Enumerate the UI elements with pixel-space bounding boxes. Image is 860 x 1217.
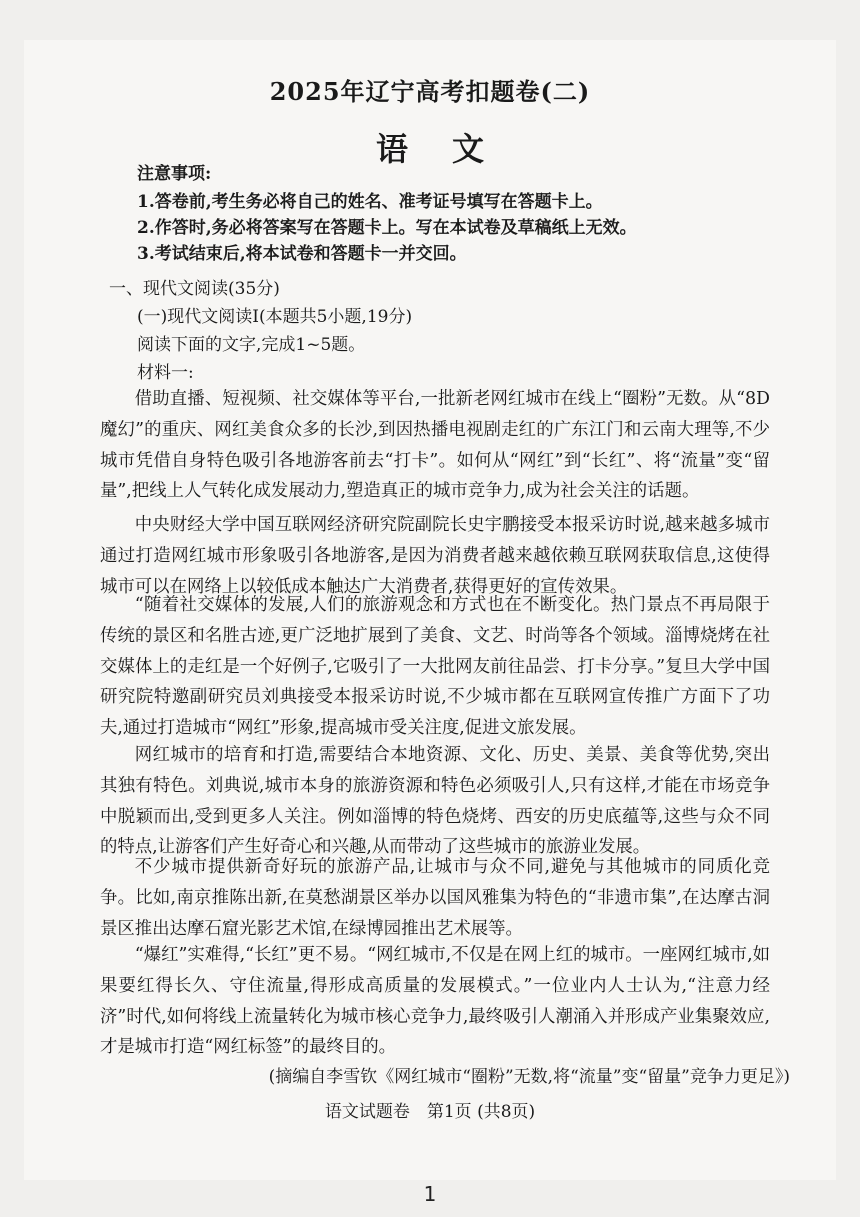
paragraph-1: 借助直播、短视频、社交媒体等平台,一批新老网红城市在线上“圈粉”无数。从“8D魔幻”的重庆、网红美食众多的长沙,到因热播电视剧走红的广东江门和云南大理等,不少城市凭借自身特色吸引各地游客前去“打卡”。如何从“网红”到“长红”、将“流量”变“留量”,把线上人气转化成发展动力,塑造真正的城市竞争力,成为社会关注的话题。: [100, 389, 770, 502]
notice-item-2: 2.作答时,务必将答案写在答题卡上。写在本试卷及草稿纸上无效。: [137, 218, 637, 238]
paragraph-2: 中央财经大学中国互联网经济研究院副院长史宇鹏接受本报采访时说,越来越多城市通过打造网红城市形象吸引各地游客,是因为消费者越来越依赖互联网获取信息,这使得城市可以在网络上以较低成本触达广大消费者,获得更好的宣传效果。: [100, 515, 770, 597]
notice-item-3: 3.考试结束后,将本试卷和答题卡一并交回。: [137, 244, 467, 264]
notice-item-1: 1.答卷前,考生务必将自己的姓名、准考证号填写在答题卡上。: [137, 192, 603, 212]
material-label: 材料一:: [137, 363, 194, 383]
subject-title: 语文: [375, 130, 528, 168]
source-citation: (摘编自李雪钦《网红城市“圈粉”无数,将“流量”变“留量”竞争力更足》): [268, 1067, 790, 1087]
sub-section-heading: (一)现代文阅读Ⅰ(本题共5小题,19分): [137, 307, 413, 327]
page-footer: 语文试题卷 第1页 (共8页): [324, 1102, 536, 1122]
notice-heading: 注意事项:: [137, 164, 212, 184]
exam-title: 2025年辽宁高考扣题卷(二): [269, 77, 591, 106]
section-heading: 一、现代文阅读(35分): [109, 279, 280, 299]
paragraph-5: 不少城市提供新奇好玩的旅游产品,让城市与众不同,避免与其他城市的同质化竞争。比如,南京推陈出新,在莫愁湖景区举办以国风雅集为特色的“非遗市集”,在达摩古洞景区推出达摩石窟光影艺术馆,在绿博园推出艺术展等。: [100, 857, 770, 939]
page-number: 1: [423, 1182, 437, 1206]
paragraph-4: 网红城市的培育和打造,需要结合本地资源、文化、历史、美景、美食等优势,突出其独有特色。刘典说,城市本身的旅游资源和特色必须吸引人,只有这样,才能在市场竞争中脱颖而出,受到更多人关注。例如淄博的特色烧烤、西安的历史底蕴等,这些与众不同的特点,让游客们产生好奇心和兴趣,从而带动了这些城市的旅游业发展。: [100, 745, 770, 858]
paragraph-6: “爆红”实难得,“长红”更不易。“网红城市,不仅是在网上红的城市。一座网红城市,如果要红得长久、守住流量,得形成高质量的发展模式。”一位业内人士认为,“注意力经济”时代,如何将线上流量转化为城市核心竞争力,最终吸引人潮涌入并形成产业集聚效应,才是城市打造“网红标签”的最终目的。: [100, 945, 770, 1058]
reading-instruction: 阅读下面的文字,完成1~5题。: [137, 335, 366, 355]
paragraph-3: “随着社交媒体的发展,人们的旅游观念和方式也在不断变化。热门景点不再局限于传统的景区和名胜古迹,更广泛地扩展到了美食、文艺、时尚等各个领域。淄博烧烤在社交媒体上的走红是一个好例子,它吸引了一大批网友前往品尝、打卡分享。”复旦大学中国研究院特邀副研究员刘典接受本报采访时说,不少城市都在互联网宣传推广方面下了功夫,通过打造城市“网红”形象,提高城市受关注度,促进文旅发展。: [100, 595, 770, 739]
